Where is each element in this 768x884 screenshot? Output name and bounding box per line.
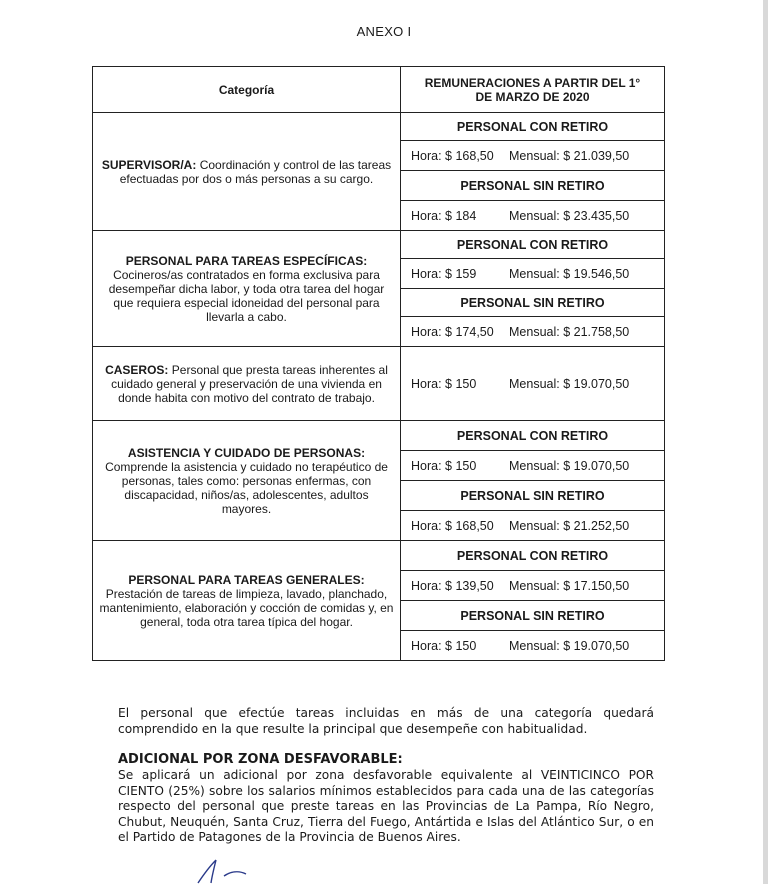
category-name: SUPERVISOR/A: [101,157,197,172]
page-edge-shadow [763,0,768,884]
category-desc: Coordinación y control de las tareas efectuadas por dos o más personas a su cargo. [119,157,392,186]
rate-cell [401,201,665,231]
page-title: ANEXO I [356,24,412,39]
hourly-rate: Hora: $ 168,50 [411,518,494,533]
category-name: PERSONAL PARA TAREAS GENERALES: [128,572,365,587]
rate-cell [401,259,665,289]
zone-surcharge-heading: ADICIONAL POR ZONA DESFAVORABLE: [118,752,403,767]
rate-cell [401,141,665,171]
header-remuneration: REMUNERACIONES A PARTIR DEL 1° DE MARZO DE 2020 [401,67,665,113]
category-desc: Comprende la asistencia y cuidado no terapéutico de personas, tales como: personas enfermas, con discapacidad, niños/as, adolescentes, adultos mayores. [105,459,388,516]
monthly-rate: Mensual: $ 21.758,50 [509,324,630,339]
category-desc: Cocineros/as contratados en forma exclusiva para desempeñar dicha labor, y toda otra tarea del hogar que requiera especial idoneidad del personal para llevarla a cabo. [108,267,385,324]
label-con-retiro: PERSONAL CON RETIRO [401,541,665,571]
rate-cell [401,451,665,481]
hourly-rate: Hora: $ 139,50 [411,578,494,593]
paragraph-multiple-category: El personal que efectúe tareas incluidas en más de una categoría quedará comprendido en la que resulte la principal que desempeñe con habitualidad. [118,706,654,736]
signature-stroke [198,860,246,883]
category-name: PERSONAL PARA TAREAS ESPECÍFICAS: [125,253,368,268]
category-cell [93,347,401,421]
monthly-rate: Mensual: $ 23.435,50 [509,208,630,223]
monthly-rate: Mensual: $ 19.070,50 [509,376,630,391]
hourly-rate: Hora: $ 150 [411,638,477,653]
hourly-rate: Hora: $ 159 [411,266,477,281]
monthly-rate: Mensual: $ 19.070,50 [509,638,630,653]
table-row [93,347,665,421]
category-name: ASISTENCIA Y CUIDADO DE PERSONAS: [127,445,366,460]
table-row [93,421,665,451]
table-header-row [93,67,665,113]
category-cell [93,113,401,231]
label-con-retiro: PERSONAL CON RETIRO [401,113,665,141]
table-row [93,113,665,141]
monthly-rate: Mensual: $ 19.546,50 [509,266,630,281]
rate-cell [401,317,665,347]
label-sin-retiro: PERSONAL SIN RETIRO [401,601,665,631]
category-cell [93,541,401,661]
rate-cell [401,511,665,541]
category-desc: Prestación de tareas de limpieza, lavado, planchado, mantenimiento, elaboración y cocción de comidas y, en general, toda otra tarea típica del hogar. [99,586,394,629]
rate-cell [401,347,665,421]
header-category: Categoría [93,67,401,113]
hourly-rate: Hora: $ 150 [411,458,477,473]
rate-cell [401,631,665,661]
rate-cell [401,571,665,601]
hourly-rate: Hora: $ 184 [411,208,477,223]
monthly-rate: Mensual: $ 17.150,50 [509,578,630,593]
monthly-rate: Mensual: $ 21.252,50 [509,518,630,533]
category-cell [93,421,401,541]
hourly-rate: Hora: $ 150 [411,376,477,391]
label-con-retiro: PERSONAL CON RETIRO [401,231,665,259]
hourly-rate: Hora: $ 168,50 [411,148,494,163]
label-sin-retiro: PERSONAL SIN RETIRO [401,481,665,511]
hourly-rate: Hora: $ 174,50 [411,324,494,339]
remuneration-table [92,66,665,661]
category-name: CASEROS: [105,362,169,377]
label-con-retiro: PERSONAL CON RETIRO [401,421,665,451]
category-cell [93,231,401,347]
label-sin-retiro: PERSONAL SIN RETIRO [401,171,665,201]
monthly-rate: Mensual: $ 21.039,50 [509,148,630,163]
table-row [93,541,665,571]
label-sin-retiro: PERSONAL SIN RETIRO [401,289,665,317]
table-row [93,231,665,259]
zone-surcharge-paragraph: Se aplicará un adicional por zona desfavorable equivalente al VEINTICINCO POR CIENTO (25%) sobre los salarios mínimos establecidos para cada una de las categorías respecto del personal que preste tareas en las Provincias de La Pampa, Río Negro, Chubut, Neuquén, Santa Cruz, Tierra del Fuego, Antártida e Islas del Atlántico Sur, o en el Partido de Patagones de la Provincia de Buenos Aires. [118,768,654,844]
signature-mark [190,856,310,884]
category-desc: Personal que presta tareas inherentes al cuidado general y preservación de una vivienda en donde habita con motivo del contrato de trabajo. [111,362,388,405]
monthly-rate: Mensual: $ 19.070,50 [509,458,630,473]
